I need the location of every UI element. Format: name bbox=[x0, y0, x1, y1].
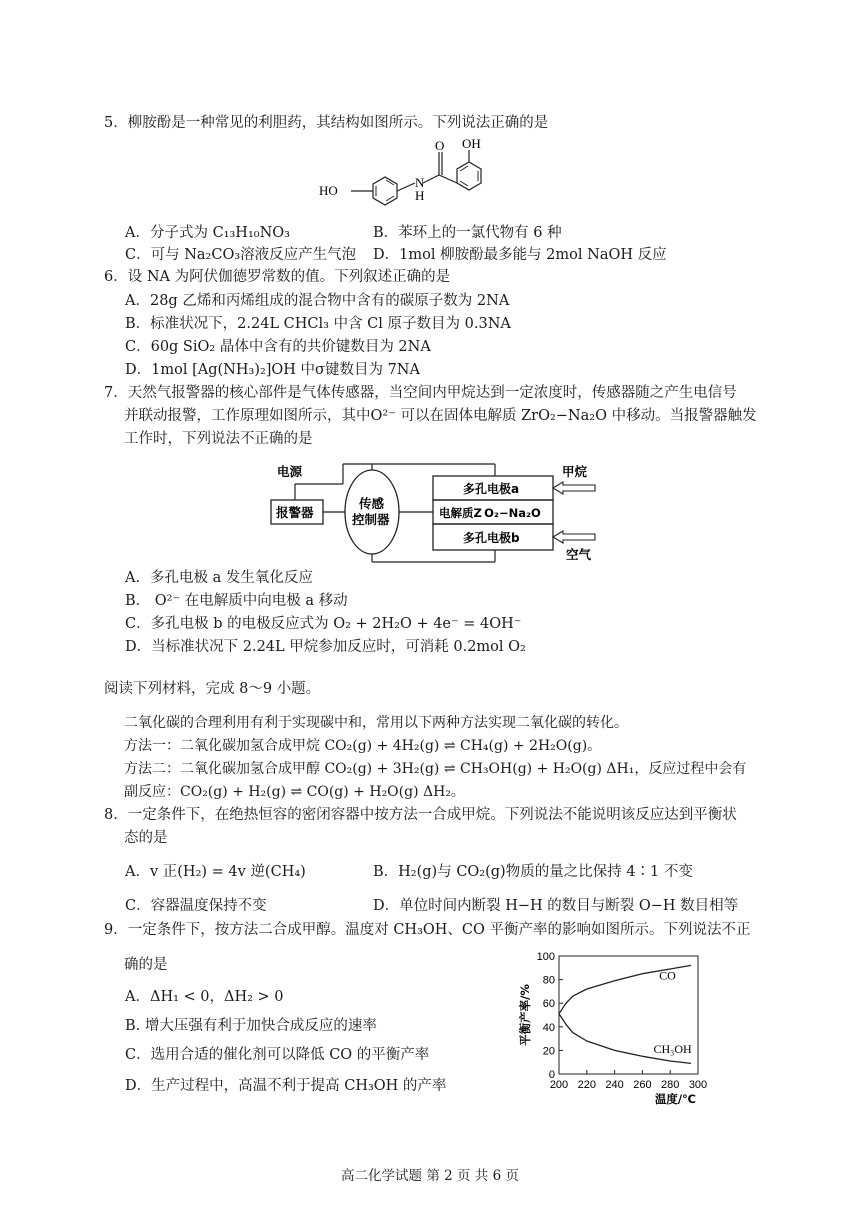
q5-option-b[interactable]: B．苯环上的一氯代物有 6 种 bbox=[373, 225, 562, 241]
x-tick-label: 200 bbox=[549, 1079, 569, 1091]
q7-stem-line2: 并联动报警，工作原理如图所示，其中O²⁻ 可以在固体电解质 ZrO₂−Na₂O 中移动。当报警器触发 bbox=[124, 408, 757, 424]
yield-vs-temperature-chart bbox=[515, 944, 715, 1109]
q7-stem-line3: 工作时，下列说法不正确的是 bbox=[124, 431, 313, 447]
q7-option-d[interactable]: D．当标准状况下 2.24L 甲烷参加反应时，可消耗 0.2mol O₂ bbox=[125, 639, 526, 655]
q9-stem-line1: 9．一定条件下，按方法二合成甲醇。温度对 CH₃OH、CO 平衡产率的影响如图所示。下列说法不正 bbox=[104, 922, 751, 938]
q6-option-b[interactable]: B．标准状况下，2.24L CHCl₃ 中含 Cl 原子数目为 0.3NA bbox=[125, 316, 511, 332]
air-arrow-icon bbox=[553, 531, 595, 543]
plot-frame bbox=[559, 956, 698, 1074]
x-axis-label: 温度/℃ bbox=[654, 1092, 696, 1106]
page-footer: 高二化学试题 第 2 页 共 6 页 bbox=[341, 1168, 519, 1184]
gas-sensor-diagram bbox=[265, 462, 605, 582]
mol-o-label: O bbox=[435, 138, 445, 153]
electrode-a-label: 多孔电极a bbox=[463, 482, 520, 496]
q9-stem-line2: 确的是 bbox=[124, 957, 168, 973]
sensor-label-2: 控制器 bbox=[352, 512, 390, 527]
y-tick-label: 20 bbox=[542, 1045, 555, 1058]
y-axis-label: 平衡产率/% bbox=[518, 984, 532, 1046]
q7-option-c[interactable]: C．多孔电极 b 的电极反应式为 O₂ + 2H₂O + 4e⁻ = 4OH⁻ bbox=[125, 616, 522, 632]
series-label-co: CO bbox=[659, 968, 676, 983]
q8-stem-line2: 态的是 bbox=[124, 830, 168, 846]
q5-option-d[interactable]: D．1mol 柳胺酚最多能与 2mol NaOH 反应 bbox=[373, 247, 667, 263]
q6-stem: 6．设 NA 为阿伏伽德罗常数的值。下列叙述正确的是 bbox=[104, 269, 451, 285]
q6-option-a[interactable]: A．28g 乙烯和丙烯组成的混合物中含有的碳原子数为 2NA bbox=[125, 293, 510, 309]
series-line-ch3oh bbox=[559, 1014, 691, 1064]
mol-n-label: N bbox=[415, 175, 425, 190]
y-tick-label: 60 bbox=[542, 998, 555, 1011]
q6-option-d[interactable]: D．1mol [Ag(NH₃)₂]OH 中σ键数目为 7NA bbox=[125, 362, 420, 378]
q5-molecule-structure bbox=[305, 138, 545, 210]
x-tick-label: 240 bbox=[605, 1079, 624, 1091]
methane-label: 甲烷 bbox=[562, 464, 588, 479]
series-label-ch3oh: CH₃OH bbox=[653, 1041, 692, 1056]
q7-stem-line1: 7．天然气报警器的核心部件是气体传感器，当空间内甲烷达到一定浓度时，传感器随之产生电信号 bbox=[104, 385, 737, 401]
mol-ho-label: HO bbox=[319, 183, 338, 198]
q9-option-a[interactable]: A．ΔH₁ < 0，ΔH₂ > 0 bbox=[125, 989, 284, 1005]
q7-option-b[interactable]: B． O²⁻ 在电解质中向电极 a 移动 bbox=[125, 593, 348, 609]
q8-stem-line1: 8．一定条件下，在绝热恒容的密闭容器中按方法一合成甲烷。下列说法不能说明该反应达到平衡状 bbox=[104, 807, 737, 823]
alarm-label: 报警器 bbox=[276, 505, 314, 520]
y-tick-label: 0 bbox=[548, 1069, 555, 1081]
q5-option-c[interactable]: C．可与 Na₂CO₃溶液反应产生气泡 bbox=[125, 247, 357, 263]
q8-option-c[interactable]: C．容器温度保持不变 bbox=[125, 898, 267, 914]
x-tick-label: 280 bbox=[661, 1079, 680, 1091]
q9-option-b[interactable]: B. 增大压强有利于加快合成反应的速率 bbox=[125, 1018, 377, 1034]
y-tick-label: 40 bbox=[542, 1021, 555, 1034]
q8-option-a[interactable]: A．v 正(H₂) = 4v 逆(CH₄) bbox=[125, 864, 306, 880]
reading-heading: 阅读下列材料，完成 8～9 小题。 bbox=[104, 681, 321, 697]
reading-side-reaction: 副反应：CO₂(g) + H₂(g) ⇌ CO(g) + H₂O(g) ΔH₂。 bbox=[124, 784, 465, 800]
q5-option-a[interactable]: A．分子式为 C₁₃H₁₀NO₃ bbox=[125, 225, 290, 241]
electrolyte-label: 电解质Z O₂−Na₂O bbox=[439, 506, 541, 520]
q9-option-d[interactable]: D．生产过程中，高温不利于提高 CH₃OH 的产率 bbox=[125, 1078, 447, 1094]
sensor-label-1: 传感 bbox=[359, 496, 385, 511]
reading-method-2: 方法二：二氧化碳加氢合成甲醇 CO₂(g) + 3H₂(g) ⇌ CH₃OH(g) + H₂O(g) ΔH₁，反应过程中会有 bbox=[124, 761, 747, 777]
air-label: 空气 bbox=[566, 547, 592, 562]
y-tick-label: 100 bbox=[536, 951, 555, 963]
q7-option-a[interactable]: A．多孔电极 a 发生氧化反应 bbox=[125, 570, 313, 586]
x-tick-label: 220 bbox=[577, 1079, 596, 1091]
x-tick-label: 300 bbox=[688, 1079, 708, 1091]
q8-option-b[interactable]: B．H₂(g)与 CO₂(g)物质的量之比保持 4∶1 不变 bbox=[373, 864, 693, 880]
q8-option-d[interactable]: D．单位时间内断裂 H−H 的数目与断裂 O−H 数目相等 bbox=[373, 898, 739, 914]
methane-arrow-icon bbox=[553, 482, 595, 494]
q9-option-c[interactable]: C．选用合适的催化剂可以降低 CO 的平衡产率 bbox=[125, 1047, 430, 1063]
electrode-b-label: 多孔电极b bbox=[463, 531, 520, 545]
mol-oh-label: OH bbox=[462, 138, 481, 151]
power-label: 电源 bbox=[277, 464, 303, 479]
mol-h-label: H bbox=[415, 188, 425, 203]
q6-option-c[interactable]: C．60g SiO₂ 晶体中含有的共价键数目为 2NA bbox=[125, 339, 431, 355]
y-tick-label: 80 bbox=[542, 974, 555, 987]
q5-stem: 5．柳胺酚是一种常见的利胆药，其结构如图所示。下列说法正确的是 bbox=[104, 115, 549, 131]
reading-method-1: 方法一：二氧化碳加氢合成甲烷 CO₂(g) + 4H₂(g) ⇌ CH₄(g) + 2H₂O(g)。 bbox=[124, 738, 602, 754]
reading-paragraph-1: 二氧化碳的合理利用有利于实现碳中和，常用以下两种方法实现二氧化碳的转化。 bbox=[124, 715, 628, 731]
x-tick-label: 260 bbox=[633, 1079, 652, 1091]
